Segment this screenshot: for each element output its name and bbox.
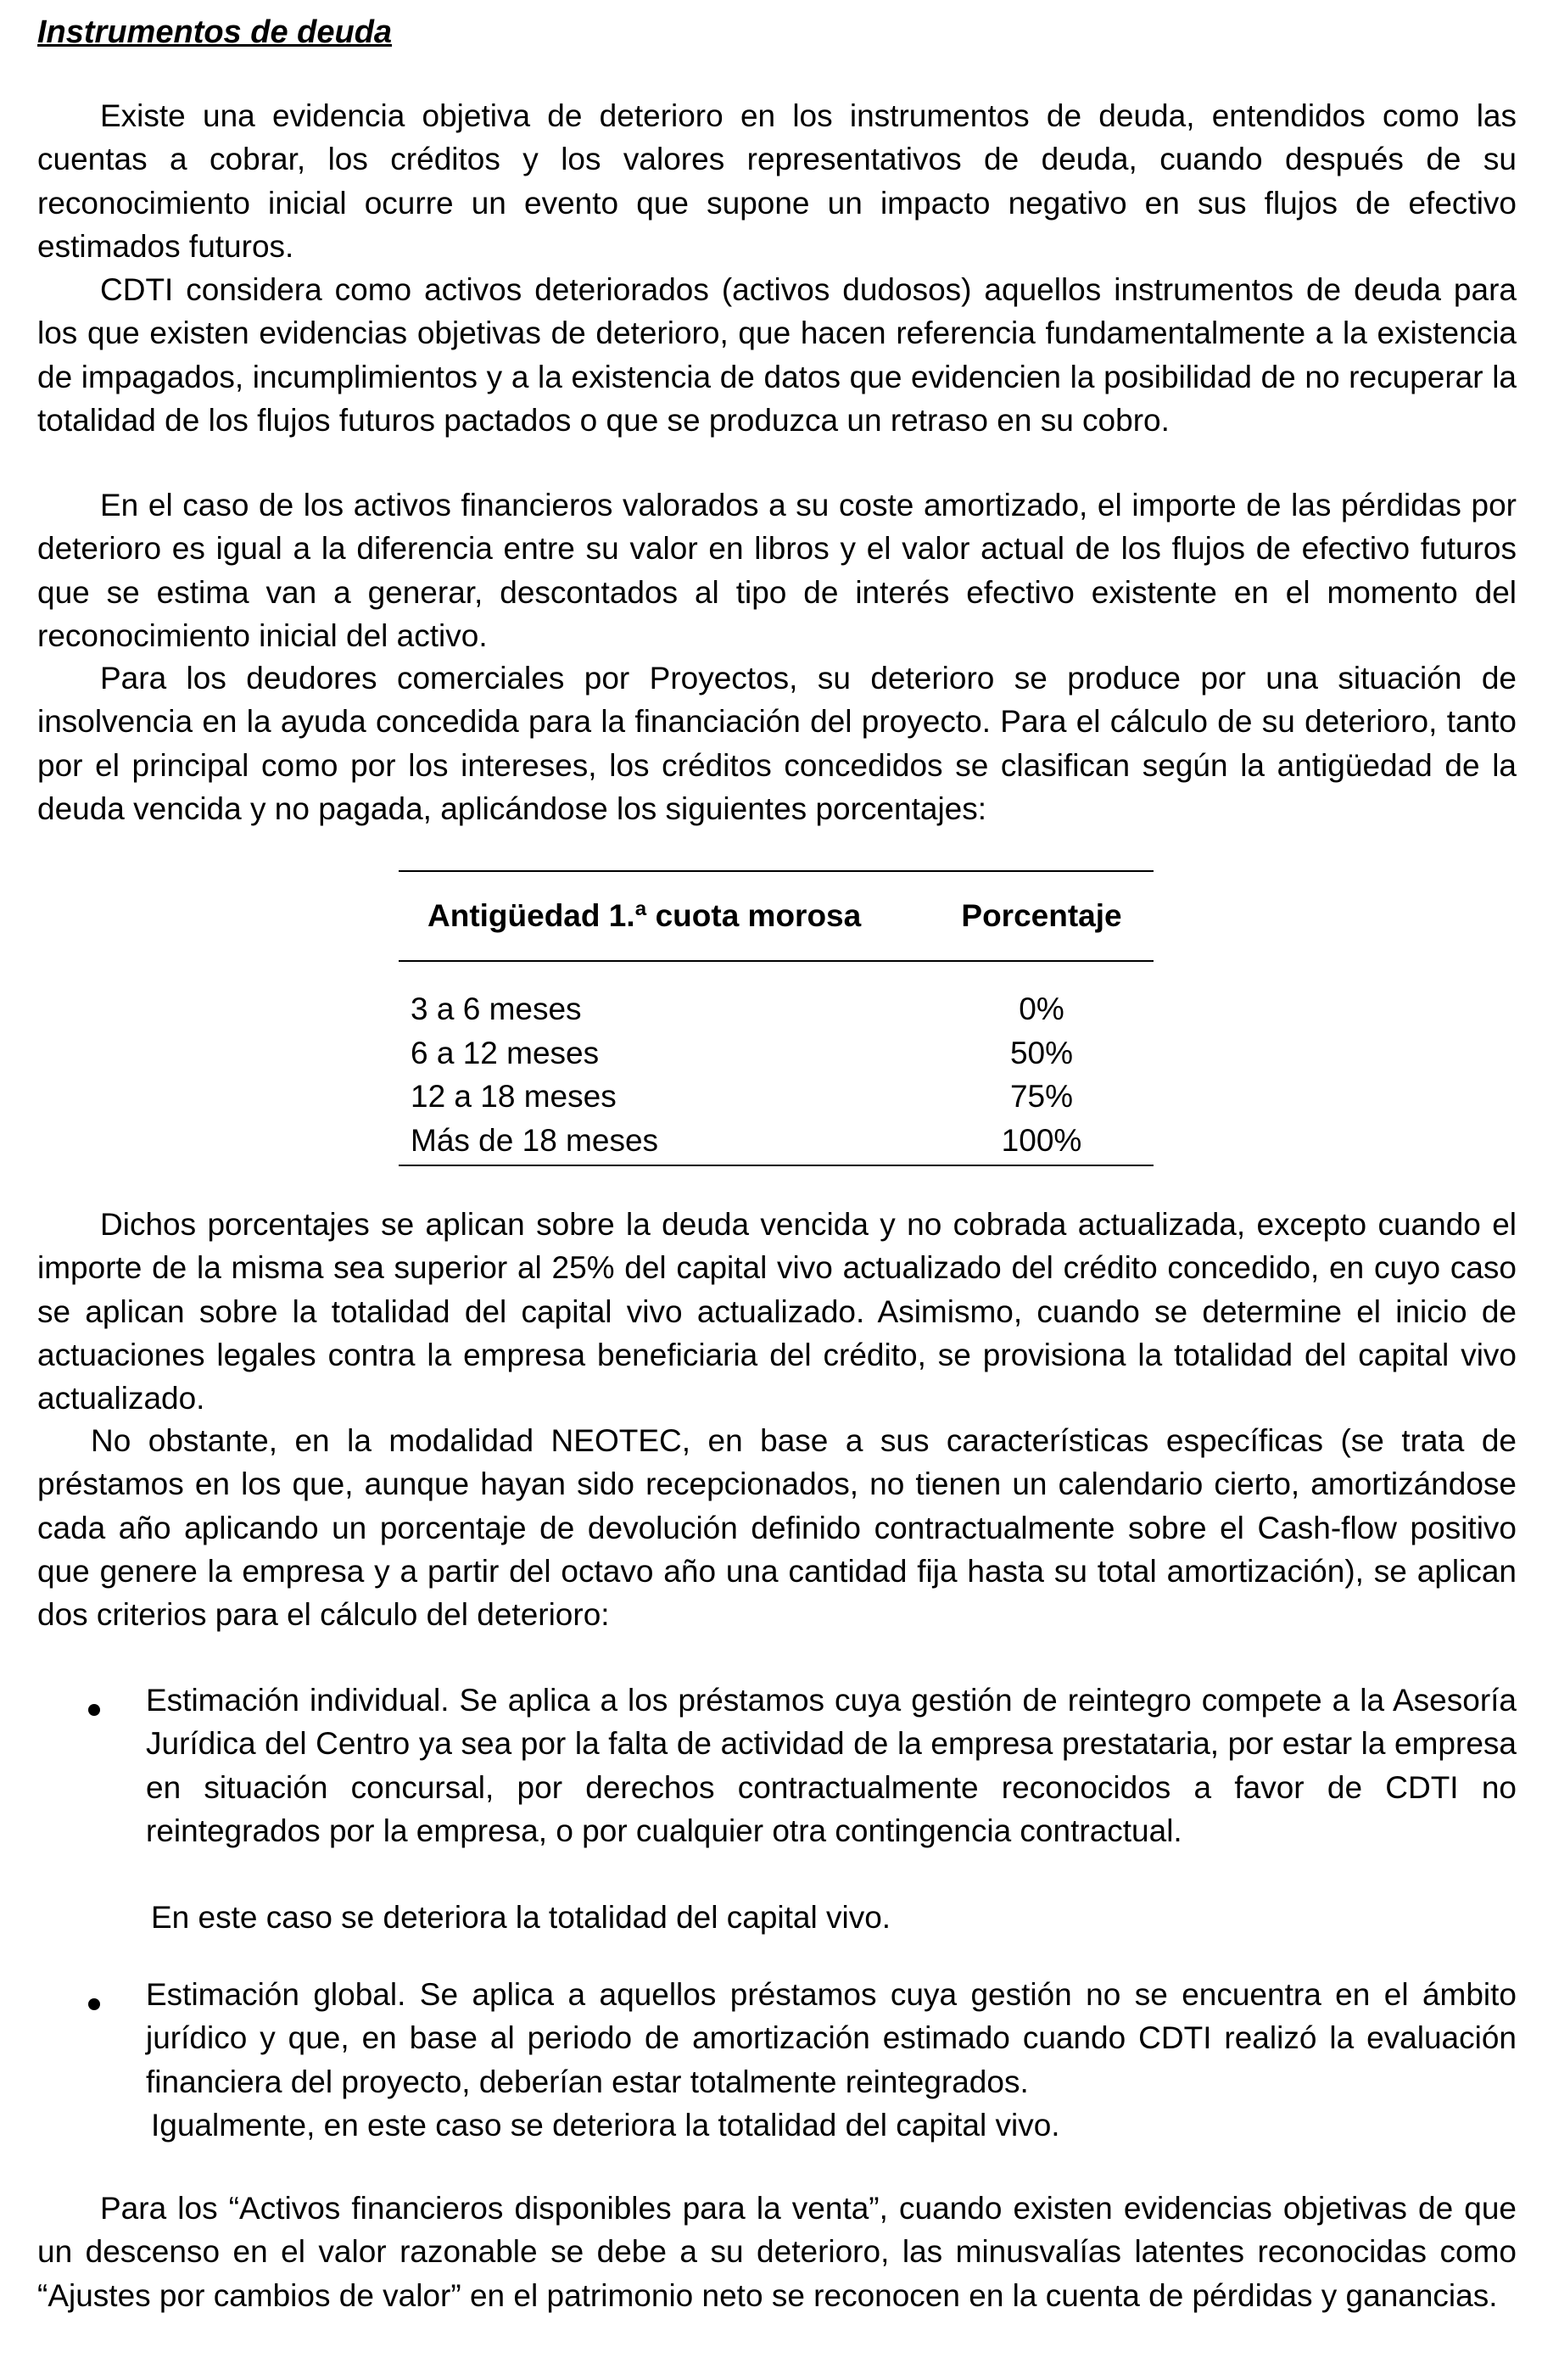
table-cell-percentage: 75% — [1009, 1079, 1074, 1114]
table-header-row — [399, 872, 1154, 960]
paragraph-amortized-cost: En el caso de los activos financieros valorados a su coste amortizado, el importe de las pérdidas por deterioro es igual a la diferencia entre su valor en libros y el valor actual de los flujos de efectivo futuros que se estima van a generar, descontados al tipo de interés efectivo existente en el momento del reconocimiento inicial del activo. — [37, 488, 1517, 653]
aging-percentage-table — [399, 870, 1154, 1166]
table-cell-period: Más de 18 meses — [411, 1122, 659, 1158]
table-row — [399, 1031, 1154, 1075]
table-cell-percentage: 0% — [1019, 992, 1064, 1026]
bullet-individual-note: En este caso se deteriora la totalidad del capital vivo. — [151, 1900, 891, 1935]
table-row — [399, 1119, 1154, 1163]
paragraph-neotec: No obstante, en la modalidad NEOTEC, en base a sus características específicas (se trata de préstamos en los que, aunque hayan sido recepcionados, no tienen un calendario cierto, amortizándose cada año aplicando un porcentaje de devolución definido contractualmente sobre el Cash-flow positivo que genere la empresa y a partir del octavo año una cantidad fija hasta su total amortización), se aplican dos criterios para el cálculo del deterioro: — [37, 1423, 1517, 1633]
table-row — [399, 987, 1154, 1031]
section-heading: Instrumentos de deuda — [37, 14, 393, 50]
table-bottom-rule — [399, 1165, 1154, 1166]
table-cell-period: 12 a 18 meses — [411, 1079, 617, 1114]
bullet-point-icon — [88, 1998, 100, 2010]
paragraph-available-for-sale: Para los “Activos financieros disponibles para la venta”, cuando existen evidencias objetivas de que un descenso en el valor razonable se debe a su deterioro, las minusvalías latentes reconocidas como “Ajustes por cambios de valor” en el patrimonio neto se reconocen en la cuenta de pérdidas y ganancias. — [37, 2191, 1517, 2313]
table-cell-percentage: 50% — [1009, 1035, 1074, 1070]
bullet-point-icon — [88, 1704, 100, 1716]
table-cell-period: 3 a 6 meses — [411, 992, 582, 1026]
paragraph-evidence: Existe una evidencia objetiva de deterioro en los instrumentos de deuda, entendidos como las cuentas a cobrar, los créditos y los valores representativos de deuda, cuando después de su reconocimiento inicial ocurre un evento que supone un impacto negativo en sus flujos de efectivo estimados futuros. — [37, 98, 1517, 264]
paragraph-project-debtors: Para los deudores comerciales por Proyectos, su deterioro se produce por una situación de insolvencia en la ayuda concedida para la financiación del proyecto. Para el cálculo de su deterioro, tanto por el principal como por los intereses, los créditos concedidos se clasifican según la antigüedad de la deuda vencida y no pagada, aplicándose los siguientes porcentajes: — [37, 661, 1517, 826]
bullet-individual-estimation: Estimación individual. Se aplica a los préstamos cuya gestión de reintegro compete a la Asesoría Jurídica del Centro ya sea por la falta de actividad de la empresa prestataria, por estar la empresa en situación concursal, por derechos contractualmente reconocidos a favor de CDTI no reintegrados por la empresa, o por cualquier otra contingencia contractual. — [146, 1683, 1517, 1848]
table-cell-period: 6 a 12 meses — [411, 1035, 600, 1070]
bullet-global-note: Igualmente, en este caso se deteriora la totalidad del capital vivo. — [151, 2108, 1060, 2143]
paragraph-impaired-assets: CDTI considera como activos deteriorados (activos dudosos) aquellos instrumentos de deuda para los que existen evidencias objetivas de deterioro, que hacen referencia fundamentalmente a la existencia de impagados, incumplimientos y a la existencia de datos que evidencien la posibilidad de no recuperar la totalidad de los flujos futuros pactados o que se produzca un retraso en su cobro. — [37, 272, 1517, 438]
table-header-percentage: Porcentaje — [961, 898, 1122, 933]
paragraph-percentages-applied: Dichos porcentajes se aplican sobre la deuda vencida y no cobrada actualizada, excepto cuando el importe de la misma sea superior al 25% del capital vivo actualizado del crédito concedido, en cuyo caso se aplican sobre la totalidad del capital vivo actualizado. Asimismo, cuando se determine el inicio de actuaciones legales contra la empresa beneficiaria del crédito, se provisiona la totalidad del capital vivo actualizado. — [37, 1207, 1517, 1416]
table-row — [399, 1075, 1154, 1119]
bullet-global-estimation: Estimación global. Se aplica a aquellos préstamos cuya gestión no se encuentra en el ámbito jurídico y que, en base al periodo de amortización estimado cuando CDTI realizó la evaluación financiera del proyecto, deberían estar totalmente reintegrados. — [146, 1977, 1517, 2099]
table-body — [399, 962, 1154, 1162]
table-cell-percentage: 100% — [1001, 1122, 1082, 1158]
table-header-age: Antigüedad 1.ª cuota morosa — [427, 898, 862, 933]
